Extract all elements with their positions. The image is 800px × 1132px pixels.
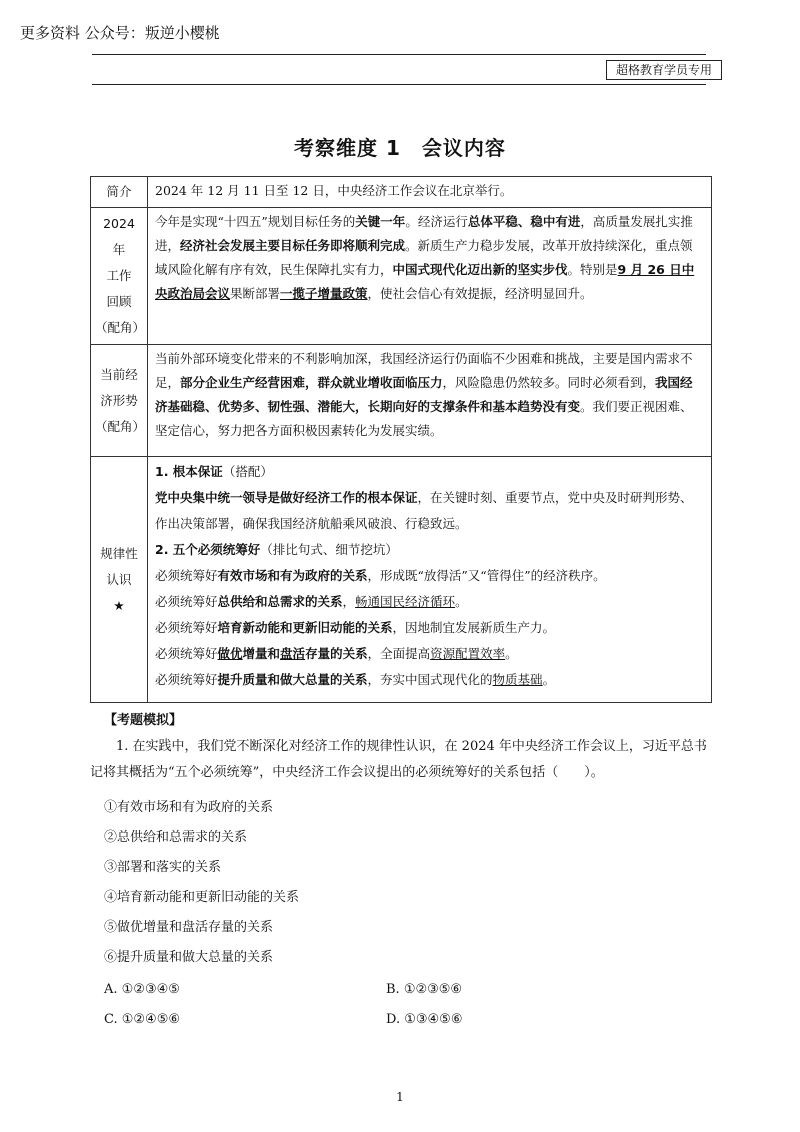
text-run: 。我们要正视困难、坚定信心，努力把各方面积极因素转化为发展实绩。 [155,399,693,438]
row-content-situation [148,345,712,457]
table-row [91,457,712,703]
quiz-stem: 1. 在实践中，我们党不断深化对经济工作的规律性认识，在 2024 年中央经济工作会议上，习近平总书记将其概括为“五个必须统筹”，中央经济工作会议提出的必须统筹好的关系包括（ ）。 [90,739,707,780]
text-run: 资源配置效率 [430,646,506,661]
statement-5: ⑤做优增量和盘活存量的关系 [104,920,274,935]
list-item [155,667,704,693]
text-run: 。 [455,594,468,609]
table-row [91,208,712,345]
subheading-1-title: 1. 根本保证 [155,464,223,479]
row-label-intro: 简介 [91,177,148,208]
meeting-content-table [90,176,712,703]
option-a: A. ①②③④⑤ [104,982,180,997]
label-line: 回顾 [106,294,132,309]
label-line: 济形势 [100,392,138,408]
text-run: 必须统筹好 [155,646,218,661]
subheading-2-title: 2. 五个必须统筹好 [155,542,261,557]
text-run: 增量和 [242,646,281,661]
text-run: 存量的关系 [305,646,368,661]
row-content-intro: 2024 年 12 月 11 日至 12 日，中央经济工作会议在北京举行。 [148,177,712,208]
subheading-1 [155,459,704,485]
label-line: （配角） [95,418,146,434]
text-run: 盘活 [280,646,306,661]
text-run: 必须统筹好 [155,672,218,687]
text-run: ，在关键时刻、重要节点，党中央及时研判形势、作出决策部署，确保我国经济航船乘风破浪、行稳致远。 [155,490,693,531]
subheading-2-note: （排比句式、细节挖坑） [260,542,398,557]
subheading-2 [155,537,704,563]
statement-4: ④培育新动能和更新旧动能的关系 [104,890,300,905]
text-run: 经济社会发展主要目标任务即将顺利完成 [180,238,406,253]
text-run: 关键一年 [355,214,406,229]
text-run: 果断部署 [230,286,281,301]
label-line: 规律性 [100,545,138,561]
text-run: ，形成既“放得活”又“管得住”的经济秩序。 [367,568,606,583]
text-run: 。新质生产力稳步发展，改革开放持续深化，重点领域风险化解有序有效，民生保障扎实有力， [155,238,693,277]
text-run: ，因地制宜发展新质生产力。 [392,620,556,635]
statement-1: ①有效市场和有为政府的关系 [104,800,274,815]
text-run: ，风险隐患仍然较多。同时必须看到， [442,375,656,390]
text-run: 。 [542,672,556,687]
list-item [155,641,704,667]
option-c: C. ①②④⑤⑥ [104,1012,181,1027]
text-run: 党中央集中统一领导是做好经济工作的根本保证 [155,490,418,505]
text-run: ，高质量发展扎实推进， [155,214,693,253]
text-run: 必须统筹好 [155,568,218,583]
label-line: 工作 [106,268,132,283]
label-line: ★ [113,597,125,613]
text-run: 今年是实现“十四五”规划目标任务的 [155,214,356,229]
text-run: ，使社会信心有效提振，经济明显回升。 [367,286,593,301]
table-row [91,177,712,208]
list-item [155,615,704,641]
row-label-law [91,457,148,703]
header-rule-bottom [92,84,706,85]
text-run: 当前外部环境变化带来的不利影响加深，我国经济运行仍面临不少困难和挑战，主要是国内需求不足， [155,351,693,390]
statement-6: ⑥提升质量和做大总量的关系 [104,950,274,965]
student-only-tag: 超格教育学员专用 [606,60,722,80]
header-rule-top [92,54,706,55]
text-run: 畅通国民经济循环 [355,594,456,609]
text-run: 提升质量和做大总量的关系 [217,672,368,687]
page-title: 考察维度 1 会议内容 [294,136,506,160]
text-run: 中国式现代化迈出新的坚实步伐 [392,262,568,277]
list-item [155,589,704,615]
text-run: 物质基础 [492,672,543,687]
page-number: 1 [396,1090,404,1104]
text-run: 。经济运行 [405,214,468,229]
law-paragraph [155,485,704,537]
text-run: ，全面提高 [367,646,431,661]
label-line: （配角） [95,320,146,335]
text-run: 。特别是 [567,262,618,277]
text-run: 我国经济基础稳、优势多、韧性强、潜能大，长期向好的支撑条件和基本趋势没有变 [155,375,693,414]
text-run: ， [342,594,356,609]
statement-3: ③部署和落实的关系 [104,860,222,875]
row-content-review [148,208,712,345]
table-row [91,345,712,457]
text-run: 必须统筹好 [155,594,218,609]
text-run: 部分企业生产经营困难，群众就业增收面临压力 [180,375,443,390]
text-run: 总体平稳、稳中有进 [467,214,581,229]
label-line: 认识 [106,571,132,587]
header-source-text: 更多资料 公众号：叛逆小樱桃 [20,24,220,42]
row-label-review [91,208,148,345]
text-run: 必须统筹好 [155,620,218,635]
text-run: 有效市场和有为政府的关系 [217,568,368,583]
text-run: 总供给和总需求的关系 [217,594,343,609]
row-content-law [148,457,712,703]
option-d: D. ①③④⑤⑥ [386,1012,463,1027]
list-item [155,563,704,589]
text-run: ，夯实中国式现代化的 [367,672,493,687]
statement-2: ②总供给和总需求的关系 [104,830,248,845]
subheading-1-note: （搭配） [222,464,273,479]
text-run: 9 月 26 日中央政治局会议 [155,262,695,301]
label-line: 当前经 [100,366,138,382]
text-run: 。 [505,646,518,661]
quiz-heading: 【考题模拟】 [104,713,183,728]
text-run: 培育新动能和更新旧动能的关系 [217,620,393,635]
label-line: 2024 年 [103,216,135,257]
text-run: 一揽子增量政策 [280,286,368,301]
row-label-situation [91,345,148,457]
text-run: 做优 [217,646,243,661]
option-b: B. ①②③⑤⑥ [386,982,463,997]
